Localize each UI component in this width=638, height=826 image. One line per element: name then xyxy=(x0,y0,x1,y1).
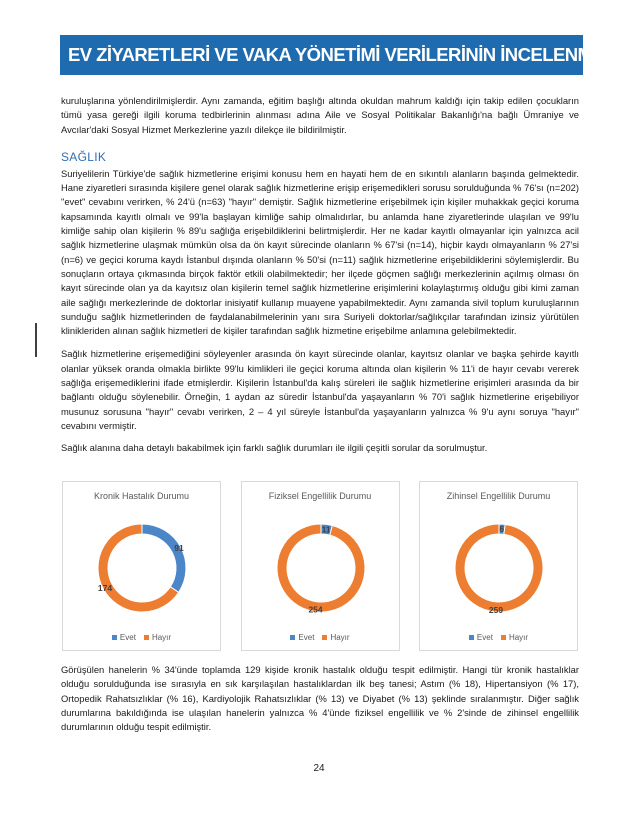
paragraph-health-barriers: Sağlık hizmetlerine erişemediğini söyleyenler arasında ön kayıt sürecinde olanlar, kayıtsız olanlar ve başka şehirde kayıtlı olanlar yüksek oranda olmakla birlikte 99'lu kimlikleri ile geçici koruma altında olan kişilerin % 11'i de hayır cevabı vererek sağlığa erişemediklerini ifade etmişlerdir. Kişilerin İstanbul'da kalış süreleri ile sağlık hizmetlerine erişimleri arasında da bir bağlantı olduğu söylenebilir. Örneğin, 1 aydan az süredir İstanbul'da yaşayanların % 70'i sağlık hizmetlerine erişebiliyor musunuz sorusuna "hayır" cevabı verirken, 2 – 4 yıl süreyle İstanbul'da yaşayanların yalnızca % 9'u aynı soruya "hayır" cevabını vermiştir. xyxy=(61,348,579,431)
chart-svg xyxy=(63,482,222,652)
data-label-yes: 6 xyxy=(499,524,505,535)
legend-label-no: Hayır xyxy=(330,633,350,642)
chart-title: Kronik Hastalık Durumu xyxy=(93,491,190,501)
chart-legend xyxy=(420,633,577,642)
chart-svg xyxy=(242,482,401,652)
paragraph-chronic-findings: Görüşülen hanelerin % 34'ünde toplamda 129 kişide kronik hastalık olduğu tespit edilmiştir. Hangi tür kronik hastalıklar olduğu sorulduğunda ise sırasıyla en sık karşılaşılan hastalıklardan ilk beş tanesi; Astım (% 18), Hipertansiyon (% 17), Ortopedik Rahatsızlıklar (% 16), Kardiyolojik Rahatsızlıklar (% 13) ve Diyabet (% 13) şeklinde sıralanmıştır. Diğer sağlık durumlarına bakıldığında ise ulaşılan hanelerin yalnızca % 4'ünde fiziksel engellilik ve % 2'sinde de zihinsel engellilik durumlarının olduğu tespit edilmiştir. xyxy=(61,664,579,733)
chart-legend xyxy=(63,633,220,642)
data-label-yes: 11 xyxy=(321,524,331,535)
section-title: SAĞLIK xyxy=(61,149,107,164)
charts-row xyxy=(62,481,578,651)
chart-legend xyxy=(242,633,399,642)
legend-item-yes xyxy=(290,633,314,642)
legend-item-yes xyxy=(469,633,493,642)
page-number: 24 xyxy=(313,763,325,774)
legend-item-no xyxy=(501,633,528,642)
legend-label-yes: Evet xyxy=(119,633,136,642)
legend-swatch-yes xyxy=(469,635,474,640)
legend-item-yes xyxy=(112,633,136,642)
chart-title: Zihinsel Engellilik Durumu xyxy=(446,491,551,501)
donut-slice-no xyxy=(455,524,543,612)
legend-swatch-yes xyxy=(112,635,117,640)
header-banner xyxy=(60,35,621,75)
chart-title: Fiziksel Engellilik Durumu xyxy=(268,491,372,501)
data-label-no: 259 xyxy=(488,604,504,615)
legend-swatch-no xyxy=(501,635,506,640)
legend-label-yes: Evet xyxy=(298,633,315,642)
legend-label-yes: Evet xyxy=(476,633,493,642)
paragraph-health-questions: Sağlık alanına daha detaylı bakabilmek için farklı sağlık durumları ile ilgili çeşitli sorular da sorulmuştur. xyxy=(61,442,488,454)
data-label-yes: 91 xyxy=(174,543,184,554)
margin-change-bar xyxy=(35,323,37,357)
page-title: EV ZİYARETLERİ VE VAKA YÖNETİMİ VERİLERİNİN İNCELENMESİ xyxy=(68,44,621,65)
legend-swatch-yes xyxy=(290,635,295,640)
donut-slice-yes xyxy=(142,524,186,592)
body-text-after-charts xyxy=(61,663,579,734)
chart-mental-disability xyxy=(419,481,578,651)
legend-swatch-no xyxy=(322,635,327,640)
donut-slice-no xyxy=(277,524,365,612)
legend-item-no xyxy=(144,633,171,642)
legend-label-no: Hayır xyxy=(151,633,172,642)
chart-chronic-illness xyxy=(62,481,221,651)
data-label-no: 174 xyxy=(97,582,113,593)
paragraph-intro: kuruluşlarına yönlendirilmişlerdir. Aynı zamanda, eğitim başlığı altında okuldan mahrum kaldığı için takip edilen çocukların tümü yasa gereği ilgili koruma tedbirlerinin alınması adına Aile ve Sosyal Politikalar Bakanlığı'na bağlı Ümraniye ve Avcılar'daki Sosyal Hizmet Merkezlerine yazılı dilekçe ile bildirilmiştir. xyxy=(61,95,579,135)
chart-physical-disability xyxy=(241,481,400,651)
chart-svg xyxy=(420,482,579,652)
legend-swatch-no xyxy=(144,635,149,640)
body-text xyxy=(61,94,579,456)
data-label-no: 254 xyxy=(307,604,323,615)
paragraph-health-access: Suriyelilerin Türkiye'de sağlık hizmetlerine erişimi konusu hem en hayati hem de en sıkıntılı alanların başında gelmektedir. Hane ziyaretleri sırasında kişilere genel olarak sağlık hizmetlerine erişip erişemedikleri sorusu sorulduğunda % 76'sı (n=202) "evet" cevabını verirken, % 24'ü (n=63) "hayır" demiştir. Sağlık hizmetlerine erişebilmek için kişiler muhakkak geçici koruma kapsamında kayıtlı olmalı ve 99'la başlayan kimliğe sahip olmalıdırlar, bu anlamda hane ziyaretlerinde ulaşılan ve 99'lu kimliğe sahip olan kişilerin % 89'u sağlığa erişebildiklerini belirtmişlerdir. Her ne kadar kayıtlı olmayanlar için yalnızca acil sağlık hizmetlerine ulaşmak mümkün olsa da ön kayıt sürecinde olanların % 67'si (n=14), hiçbir kaydı olmayanların % 27'si (n=6) ve geçici koruma kaydı İstanbul dışında olanların % 50'si (n=11) sağlık hizmetlerine erişebildiklerini söylemişlerdir. Bu sonuçların ortaya çıkmasında birçok faktör etkili olabilmektedir; her ilçede göçmen sağlığı merkezlerinin açılmış olması ön kayıt sürecinde olan ya da kayıtsız olan kişilerin temel sağlık hizmetlerine erişimlerini kolaylaştırmış olduğu gibi kimi zaman aile sağlığı merkezlerinde de doktorlar inisiyatif kullanıp muayene yapabilmektedir. Aynı zamanda sivil toplum kuruluşlarının sunduğu sağlık hizmetlerinden de faydalanabilmelerinin yanı sıra Suriyeli doktorlar/sağlıkçılar tarafından izinsiz yürütülen klinikleriden alınan sağlık hizmetleri de kişiler tarafından sağlık hizmetine erişebilme anlamına gelebilmektedir. xyxy=(61,167,579,337)
legend-item-no xyxy=(322,633,349,642)
legend-label-no: Hayır xyxy=(508,633,529,642)
